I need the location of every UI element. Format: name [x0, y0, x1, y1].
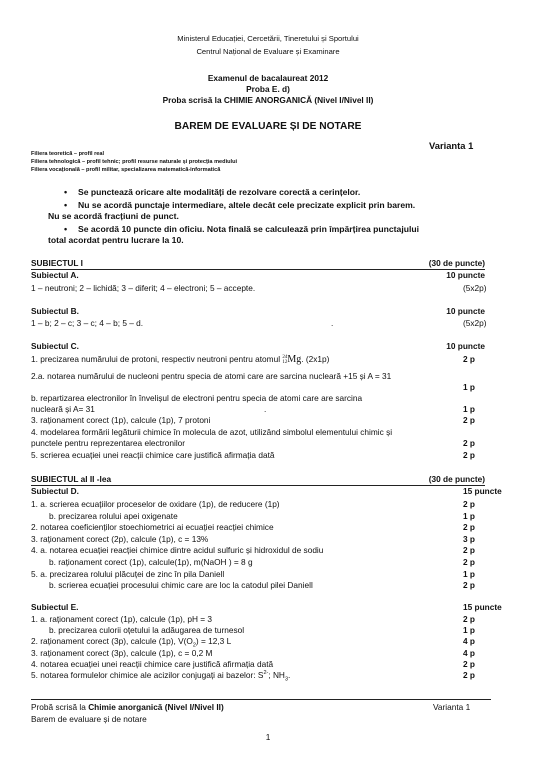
rule-bullet: • — [64, 224, 68, 234]
subject-c-item-5-points: 2 p — [463, 450, 475, 460]
subject-e-item-2-text — [31, 636, 231, 649]
subject-c-item-4-cont — [31, 438, 485, 449]
rule-2: Nu se acordă punctaje intermediare, altele decât cele precizate explicit prin barem. — [78, 200, 416, 210]
subject-e-item-1b — [31, 625, 485, 636]
filiera-tehnologica: Filiera tehnologică – profil tehnic; profil resurse naturale și protecția mediului — [31, 159, 238, 165]
subject-e-item-3-points: 4 p — [463, 648, 475, 658]
isotope-symbol: Mg — [287, 354, 302, 365]
subject-a-points: 10 puncte — [446, 270, 485, 280]
exam-subject-name: CHIMIE ANORGANICĂ (Nivel I/Nivel II) — [223, 95, 374, 105]
footer-line-1-prefix: Probă scrisă la — [31, 702, 89, 712]
subject-c-item-3-points: 2 p — [463, 415, 475, 425]
subject-c-title: Subiectul C. — [31, 341, 79, 351]
subject-b-note: (5x2p) — [463, 318, 487, 328]
subject-c-item-2b-cont — [31, 404, 485, 415]
subject-e-item-5-sub: 3 — [284, 676, 288, 683]
subject-d-item-points: 2 p — [463, 557, 475, 567]
subject-a-text: 1 – neutroni; 2 – lichidă; 3 – diferit; 4 – electroni; 5 – accepte. — [31, 283, 256, 293]
subject-e-item-3 — [31, 648, 485, 659]
isotope-mass-number: 24 — [282, 354, 288, 360]
subject-c-item-2a-score — [31, 382, 485, 393]
subject-a-title: Subiectul A. — [31, 270, 79, 280]
subject-c-item-1-text — [31, 354, 329, 365]
subject-e-item-4-text: 4. notarea ecuației unei reacții chimice care justifică afirmația dată — [31, 659, 274, 669]
subject-d-title: Subiectul D. — [31, 486, 79, 496]
subject-c-item-2a-points: 1 p — [463, 382, 475, 392]
subject-b-answers — [31, 318, 485, 329]
subject-e-item-5 — [31, 670, 485, 681]
subject-e-item-2-pre: 2. raționament corect (3p), calcule (1p), V(O — [31, 636, 193, 646]
subject-b-dot: . — [331, 318, 334, 328]
subject-e-item-4-points: 2 p — [463, 659, 475, 669]
subject-d-item-points: 3 p — [463, 533, 475, 544]
footer-line-1 — [31, 702, 224, 712]
exam-center-name: Centrul Național de Evaluare și Examinare — [196, 47, 340, 56]
subject-a-header — [31, 270, 485, 281]
subject-d-item — [31, 534, 485, 545]
isotope-atomic-number: 12 — [282, 359, 288, 365]
rule-bullet: • — [64, 187, 68, 197]
subject-d-header — [31, 486, 502, 497]
subject-e-header — [31, 602, 502, 613]
subject-c-item-1-tail: . (2x1p) — [301, 354, 330, 364]
subject-e-item-1b-text: b. precizarea culorii oțetului la adăugarea de turnesol — [49, 625, 245, 635]
exam-proba: Proba E. d) — [246, 84, 290, 94]
subject-e-points: 15 puncte — [463, 602, 502, 612]
section-1-title: SUBIECTUL I — [31, 258, 83, 268]
subject-d-item-text: 2. notarea coeficienților stoechiometrici ai ecuației reacției chimice — [31, 522, 274, 533]
subject-d-item — [31, 557, 485, 568]
rule-2-cont: Nu se acordă fracțiuni de punct. — [48, 211, 179, 221]
footer-line-1-subject: Chimie anorganică (Nivel I/Nivel II) — [88, 702, 224, 712]
isotope-mg — [282, 354, 301, 365]
rule-1: Se punctează oricare alte modalități de rezolvare corectă a cerințelor. — [78, 187, 361, 197]
filiera-vocationala: Filiera vocațională – profil militar, specializarea matematică-informatică — [31, 167, 221, 173]
subject-e-item-3-text: 3. raționament corect (3p), calcule (1p), c = 0,2 M — [31, 648, 213, 658]
subject-e-item-2-points: 4 p — [463, 636, 475, 646]
subject-c-item-2b — [31, 393, 485, 404]
subject-e-item-5-sup: 2- — [263, 670, 269, 677]
subject-e-item-5-end: . — [288, 670, 291, 680]
subject-d-item-text: b. precizarea rolului apei oxigenate — [49, 510, 178, 521]
subject-e-item-5-post: ; NH — [268, 670, 285, 680]
subject-e-title: Subiectul E. — [31, 602, 79, 612]
footer-divider — [31, 699, 491, 700]
subject-e-item-1a-points: 2 p — [463, 614, 475, 624]
section-2-total: (30 de puncte) — [428, 474, 485, 484]
subject-c-item-4-text: 4. modelarea formării legăturii chimice în molecula de azot, utilizând simbolul elementului chimic și — [31, 427, 393, 437]
rule-bullet: • — [64, 200, 68, 210]
subject-d-item — [31, 511, 485, 522]
subject-d-item-text: 3. raționament corect (2p), calcule (1p), c = 13% — [31, 533, 209, 544]
subject-c-item-5-text: 5. scrierea ecuației unei reacții chimice care justifică afirmația dată — [31, 450, 275, 460]
subject-d-item — [31, 580, 485, 591]
barem-title: BAREM DE EVALUARE ȘI DE NOTARE — [174, 121, 362, 132]
section-2-header — [31, 474, 485, 485]
subject-e-item-5-pre: 5. notarea formulelor chimice ale acizilor conjugați ai bazelor: S — [31, 670, 264, 680]
exam-subject-prefix: Proba scrisă la — [162, 95, 224, 105]
subject-d-item-points: 2 p — [463, 545, 475, 556]
subject-d-item — [31, 499, 485, 510]
subject-d-item-text: b. scrierea ecuației procesului chimic care are loc la catodul pilei Daniell — [49, 580, 313, 591]
subject-a-answers — [31, 283, 485, 294]
subject-c-item-4-text-2: punctele pentru reprezentarea electronilor — [31, 438, 186, 448]
subject-c-item-1-points: 2 p — [463, 354, 475, 364]
section-1-header — [31, 258, 485, 269]
filiera-teoretica: Filiera teoretică – profil real — [31, 151, 105, 157]
subject-a-note: (5x2p) — [463, 283, 487, 293]
page-number: 1 — [265, 732, 271, 742]
subject-c-item-2b-text: b. repartizarea electronilor în învelișul de electroni pentru specia de atomi care are sarcina — [31, 393, 363, 403]
exam-subject — [0, 95, 536, 105]
subject-e-item-4 — [31, 659, 485, 670]
subject-e-item-2 — [31, 636, 485, 647]
subject-c-item-2b-points: 1 p — [463, 404, 475, 414]
subject-c-item-3-text: 3. raționament corect (1p), calcule (1p), 7 protoni — [31, 415, 211, 425]
subject-e-item-1a — [31, 614, 485, 625]
subject-d-item-points: 2 p — [463, 499, 475, 509]
subject-d-item — [31, 545, 485, 556]
subject-d-item-points: 2 p — [463, 522, 475, 533]
subject-e-item-1b-points: 1 p — [463, 625, 475, 635]
subject-e-item-5-text — [31, 670, 290, 683]
subject-e-item-1a-text: 1. a. raționament corect (1p), calcule (1p), pH = 3 — [31, 614, 213, 624]
subject-c-item-4-points: 2 p — [463, 438, 475, 448]
subject-b-title: Subiectul B. — [31, 306, 79, 316]
subject-d-item-points: 2 p — [463, 580, 475, 591]
subject-d-item-text: b. raționament corect (1p), calcule(1p), m(NaOH ) = 8 g — [49, 557, 253, 567]
subject-b-header — [31, 306, 485, 317]
rule-3: Se acordă 10 puncte din oficiu. Nota finală se calculează prin împărțirea punctajului — [78, 224, 419, 234]
subject-b-text: 1 – b; 2 – c; 3 – c; 4 – b; 5 – d. — [31, 318, 144, 328]
subject-d-item — [31, 522, 485, 533]
subject-c-header — [31, 341, 485, 352]
subject-e-item-2-post: ) = 12,3 L — [195, 636, 232, 646]
subject-d-item-text: 1. a. scrierea ecuațiilor proceselor de oxidare (1p), de reducere (1p) — [31, 499, 280, 509]
subject-b-points: 10 puncte — [446, 306, 485, 316]
subject-d-item-text: 5. a. precizarea rolului plăcuței de zinc în pila Daniell — [31, 568, 225, 579]
variant-label: Varianta 1 — [429, 140, 474, 151]
footer-line-2: Barem de evaluare și de notare — [31, 714, 147, 724]
subject-d-item-points: 1 p — [463, 568, 475, 579]
subject-d-item — [31, 569, 485, 580]
subject-c-item-2b-text-2: nucleară și A= 31 — [31, 404, 95, 414]
subject-c-item-1 — [31, 354, 485, 368]
subject-d-points: 15 puncte — [463, 486, 502, 496]
section-1-total: (30 de puncte) — [428, 258, 485, 268]
section-2-title: SUBIECTUL al II -lea — [31, 474, 112, 484]
subject-e-item-5-points: 2 p — [463, 670, 475, 680]
subject-c-item-1-label: 1. precizarea numărului de protoni, respectiv neutroni pentru atomul — [31, 354, 281, 364]
subject-e-item-2-sub: 2 — [192, 642, 196, 649]
subject-d-item-text: 4. a. notarea ecuației reacției chimice dintre acidul sulfuric și hidroxidul de sodiu — [31, 545, 324, 556]
subject-c-item-2a — [31, 371, 485, 382]
subject-c-item-2a-text: 2.a. notarea numărului de nucleoni pentru specia de atomi care are sarcina nucleară +15 și A = 31 — [31, 371, 392, 381]
subject-c-item-5 — [31, 450, 485, 461]
subject-c-item-3 — [31, 415, 485, 426]
subject-c-item-4 — [31, 427, 485, 438]
footer-variant: Varianta 1 — [433, 702, 471, 712]
exam-title: Examenul de bacalaureat 2012 — [207, 73, 329, 83]
subject-d-item-points: 1 p — [463, 510, 475, 521]
rule-3-cont: total acordat pentru lucrare la 10. — [48, 235, 184, 245]
ministry-name: Ministerul Educației, Cercetării, Tineretului și Sportului — [177, 34, 359, 43]
subject-c-points: 10 puncte — [446, 341, 485, 351]
subject-c-item-2b-dot: . — [264, 404, 267, 414]
